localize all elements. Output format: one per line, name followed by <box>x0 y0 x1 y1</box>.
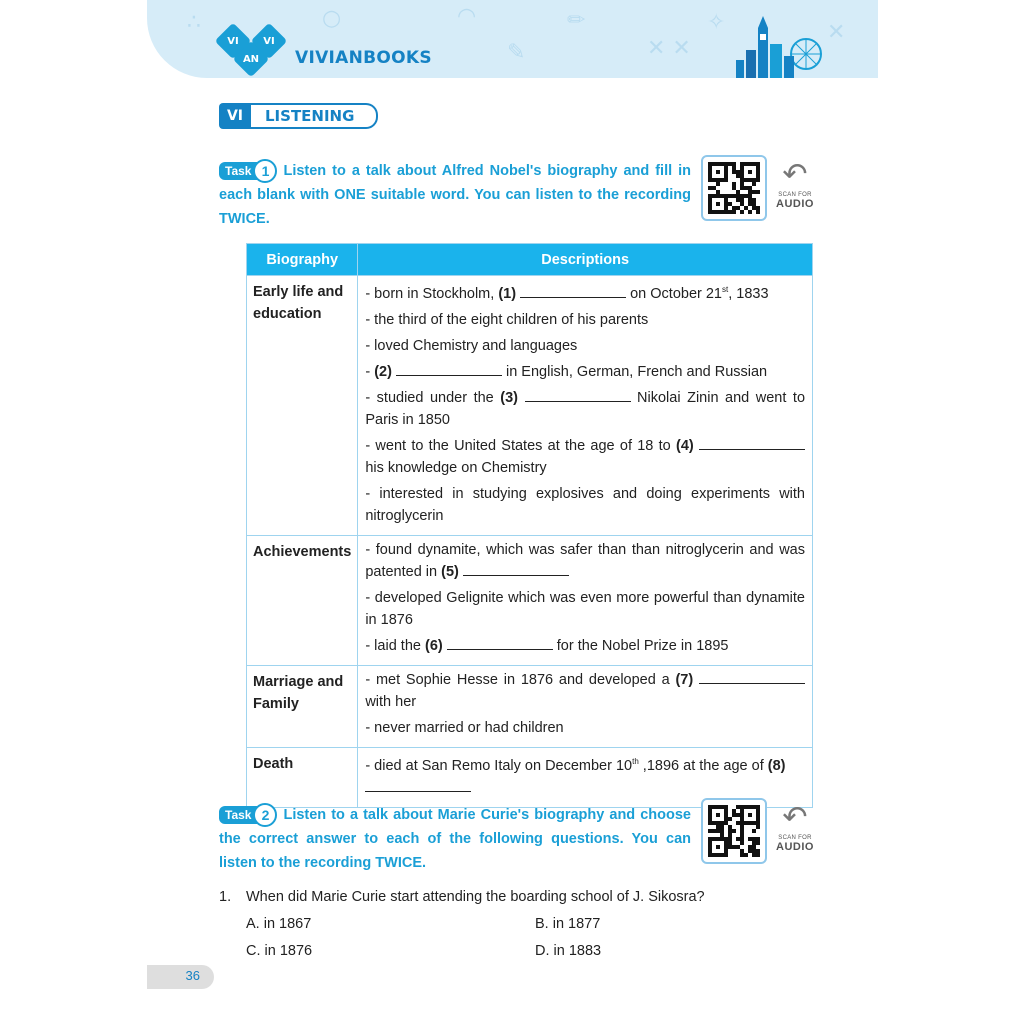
option-c[interactable]: C. in 1876 <box>246 943 313 959</box>
description-line: - went to the United States at the age of 18 to (4) his knowledge on Chemistry <box>365 435 805 479</box>
row-category: Marriage and Family <box>247 665 358 747</box>
task2-badge: Task 2 <box>219 803 277 827</box>
description-line: - developed Gelignite which was even more powerful than dynamite in 1876 <box>365 589 805 628</box>
logo-diamond-bottom: AN <box>233 41 270 78</box>
doodle-circle: ○ <box>322 6 342 31</box>
row-descriptions <box>358 535 813 665</box>
description-line: - the third of the eight children of his parents <box>365 311 649 328</box>
answer-blank[interactable] <box>699 670 805 684</box>
answer-blank[interactable] <box>396 362 502 376</box>
biography-table <box>246 243 813 808</box>
description-line: - born in Stockholm, (1) on October 21st, 1833 <box>365 285 769 302</box>
doodle-letter: ✎ <box>507 40 526 65</box>
vivianbooks-logo <box>218 26 286 76</box>
table-row <box>247 535 813 665</box>
doodle-dots: ∴ <box>187 10 201 35</box>
logo-diamond-right: VI <box>251 23 288 60</box>
table-row <box>247 665 813 747</box>
page-number: 36 <box>185 968 200 983</box>
task2-scan-audio[interactable]: ↶ SCAN FOR AUDIO <box>770 803 820 853</box>
description-line: - died at San Remo Italy on December 10th ,1896 at the age of (8) <box>365 751 805 799</box>
option-d[interactable]: D. in 1883 <box>535 943 602 959</box>
qr-code-icon <box>708 805 760 857</box>
description-line: - loved Chemistry and languages <box>365 337 578 354</box>
logo-diamond-left: VI <box>215 23 252 60</box>
doodle-cross: ✕ ✕ <box>647 36 691 61</box>
answer-blank[interactable] <box>520 284 626 298</box>
answer-blank[interactable] <box>525 388 631 402</box>
question-text: When did Marie Curie start attending the boarding school of J. Sikosra? <box>246 889 705 905</box>
question-1 <box>219 889 705 905</box>
page-number-tab <box>147 965 214 989</box>
description-line: - laid the (6) for the Nobel Prize in 1895 <box>365 637 729 654</box>
description-line: - studied under the (3) Nikolai Zinin and went to Paris in 1850 <box>365 389 806 428</box>
section-title: LISTENING <box>251 103 378 129</box>
option-a[interactable]: A. in 1867 <box>246 916 312 932</box>
doodle-star: ✧ <box>707 10 726 35</box>
answer-blank[interactable] <box>699 436 805 450</box>
back-arrow-icon: ↶ <box>782 158 808 191</box>
row-category: Achievements <box>247 535 358 665</box>
section-heading <box>219 103 378 129</box>
task1-badge: Task 1 <box>219 159 277 183</box>
description-line: - found dynamite, which was safer than than nitroglycerin and was patented in (5) <box>365 541 805 580</box>
task1-instruction: Listen to a talk about Alfred Nobel's biography and fill in each blank with ONE suitable word. You can listen to the recording TWICE. <box>219 163 691 228</box>
task2-qr-code[interactable] <box>701 798 767 864</box>
section-number: VI <box>219 103 251 129</box>
answer-blank[interactable] <box>365 778 471 792</box>
description-line: - interested in studying explosives and doing experiments with nitroglycerin <box>365 485 805 524</box>
table-row <box>247 276 813 536</box>
doodle-swirl: ◠ <box>457 4 477 29</box>
answer-blank[interactable] <box>447 636 553 650</box>
back-arrow-icon: ↶ <box>782 801 808 834</box>
description-line: - met Sophie Hesse in 1876 and developed a (7) with her <box>365 669 805 713</box>
option-b[interactable]: B. in 1877 <box>535 916 601 932</box>
row-descriptions <box>358 665 813 747</box>
task1-qr-code[interactable] <box>701 155 767 221</box>
row-category: Early life and education <box>247 276 358 536</box>
task2-instruction: Listen to a talk about Marie Curie's biography and choose the correct answer to each of the following questions. You can listen to the recording TWICE. <box>219 807 691 872</box>
description-line: - never married or had children <box>365 719 564 736</box>
brand-name: VIVIANBOOKS <box>295 48 432 68</box>
question-number: 1. <box>219 889 232 905</box>
task1-scan-audio[interactable]: ↶ SCAN FOR AUDIO <box>770 160 820 210</box>
description-line: - (2) in English, German, French and Russian <box>365 363 768 380</box>
qr-code-icon <box>708 162 760 214</box>
task2-instruction-block <box>219 803 691 875</box>
row-descriptions <box>358 276 813 536</box>
task1-instruction-block <box>219 159 691 231</box>
table-header-row <box>247 244 813 276</box>
row-category: Death <box>247 747 358 807</box>
column-header-descriptions: Descriptions <box>358 244 813 276</box>
doodle-pencil: ✏ <box>567 8 586 33</box>
london-skyline-icon <box>734 14 824 78</box>
doodle-sparkle: ✕ <box>827 20 846 45</box>
column-header-biography: Biography <box>247 244 358 276</box>
answer-blank[interactable] <box>463 562 569 576</box>
